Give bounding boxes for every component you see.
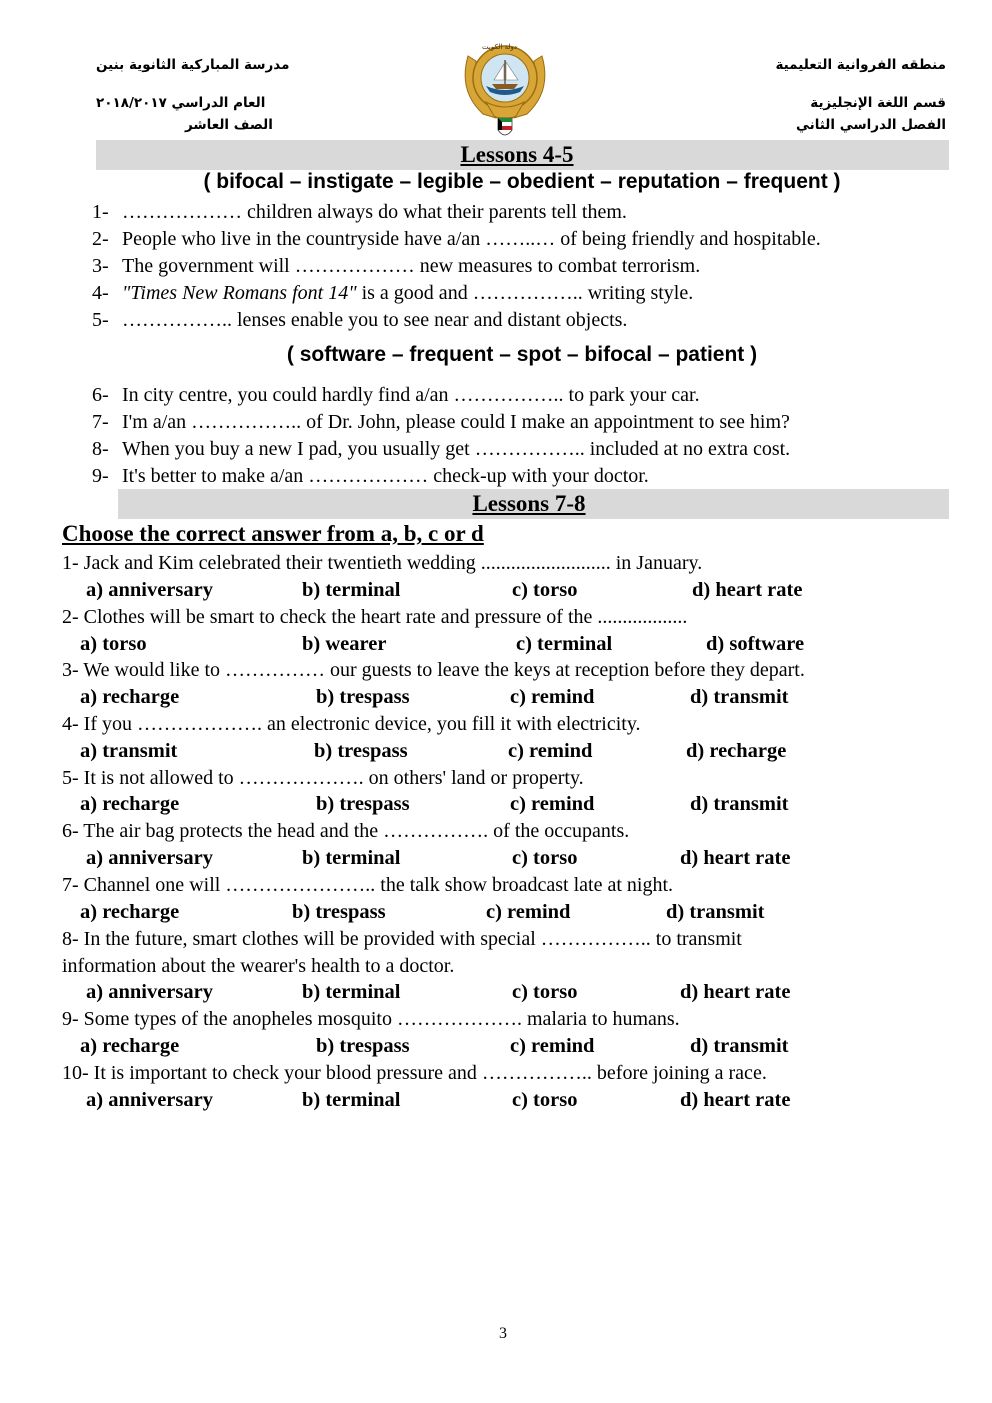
question-2: 2- Clothes will be smart to check the heart rate and pressure of the .................. [62,606,688,628]
q9-option-a: a) recharge [80,1035,180,1057]
q4-option-a: a) transmit [80,740,178,762]
q1-option-a: a) anniversary [86,579,213,601]
q6-option-c: c) torso [512,847,578,869]
q6-option-b: b) terminal [302,847,401,869]
q5-option-d: d) transmit [690,793,789,815]
q7-option-b: b) trespass [292,901,386,923]
q6-option-a: a) anniversary [86,847,213,869]
q8-option-c: c) torso [512,981,578,1003]
kuwait-emblem [458,36,552,144]
header-left-line1: مدرسة المباركية الثانوية بنين [96,57,290,73]
q4-option-d: d) recharge [686,740,787,762]
header-right-line2: قسم اللغة الإنجليزية [810,95,946,111]
q6-option-d: d) heart rate [680,847,791,869]
question-8-line2: information about the wearer's health to a doctor. [62,955,455,977]
q7-option-a: a) recharge [80,901,180,923]
question-5: 5- It is not allowed to ………………. on others' land or property. [62,767,584,789]
fill-item-5: 5- …………….. lenses enable you to see near and distant objects. [92,309,628,331]
question-9: 9- Some types of the anopheles mosquito ………………. malaria to humans. [62,1008,680,1030]
q2-option-a: a) torso [80,633,147,655]
fill-item-9: 9- It's better to make a/an ……………… check-up with your doctor. [92,465,649,487]
q4-option-c: c) remind [508,740,593,762]
question-3: 3- We would like to …………… our guests to leave the keys at reception before they depart. [62,659,805,681]
header-right-line3: الفصل الدراسي الثاني [796,117,946,133]
q9-option-b: b) trespass [316,1035,410,1057]
question-10: 10- It is important to check your blood pressure and …………….. before joining a race. [62,1062,767,1084]
q8-option-a: a) anniversary [86,981,213,1003]
q3-option-c: c) remind [510,686,595,708]
instruction-heading: Choose the correct answer from a, b, c or d [62,521,484,546]
q3-option-b: b) trespass [316,686,410,708]
fill-item-6: 6- In city centre, you could hardly find a/an …………….. to park your car. [92,384,700,406]
word-bank-1: ( bifocal – instigate – legible – obedient – reputation – frequent ) [203,170,841,193]
lessons-4-5-title: Lessons 4-5 [460,142,574,167]
q5-option-a: a) recharge [80,793,180,815]
q5-option-b: b) trespass [316,793,410,815]
q10-option-b: b) terminal [302,1089,401,1111]
q10-option-c: c) torso [512,1089,578,1111]
question-7: 7- Channel one will ………………….. the talk show broadcast late at night. [62,874,673,896]
fill-item-3: 3- The government will ……………… new measures to combat terrorism. [92,255,701,277]
fill-item-8: 8- When you buy a new I pad, you usually get …………….. included at no extra cost. [92,438,791,460]
lessons-7-8-title: Lessons 7-8 [472,491,586,516]
fill-item-2: 2- People who live in the countryside have a/an ……..… of being friendly and hospitable. [92,228,821,250]
q7-option-c: c) remind [486,901,571,923]
header-left-line3: الصف العاشر [185,117,273,133]
q3-option-d: d) transmit [690,686,789,708]
question-4: 4- If you ………………. an electronic device, you fill it with electricity. [62,713,641,735]
q4-option-b: b) trespass [314,740,408,762]
fill-item-1: 1- ……………… children always do what their parents tell them. [92,201,627,223]
fill-item-4: 4- "Times New Romans font 14" is a good and …………….. writing style. [92,282,694,304]
q8-option-b: b) terminal [302,981,401,1003]
q1-option-b: b) terminal [302,579,401,601]
q9-option-d: d) transmit [690,1035,789,1057]
question-8: 8- In the future, smart clothes will be provided with special …………….. to transmit [62,928,742,950]
emblem-text: دولة الكويت [482,43,517,51]
q3-option-a: a) recharge [80,686,180,708]
q2-option-d: d) software [706,633,805,655]
question-1: 1- Jack and Kim celebrated their twentieth wedding .......................... in January. [62,552,703,574]
header-right-line1: منطقه الفروانية التعليمية [775,57,946,73]
header-left-line2: العام الدراسي ٢٠١٨/٢٠١٧ [96,95,266,111]
q10-option-a: a) anniversary [86,1089,213,1111]
q1-option-c: c) torso [512,579,578,601]
q1-option-d: d) heart rate [692,579,803,601]
word-bank-2: ( software – frequent – spot – bifocal – patient ) [286,343,758,366]
fill-item-7: 7- I'm a/an …………….. of Dr. John, please could I make an appointment to see him? [92,411,790,433]
q10-option-d: d) heart rate [680,1089,791,1111]
q9-option-c: c) remind [510,1035,595,1057]
q8-option-d: d) heart rate [680,981,791,1003]
page-number: 3 [499,1325,507,1342]
q7-option-d: d) transmit [666,901,765,923]
q2-option-c: c) terminal [516,633,613,655]
q5-option-c: c) remind [510,793,595,815]
q2-option-b: b) wearer [302,633,387,655]
question-6: 6- The air bag protects the head and the ……………. of the occupants. [62,820,630,842]
